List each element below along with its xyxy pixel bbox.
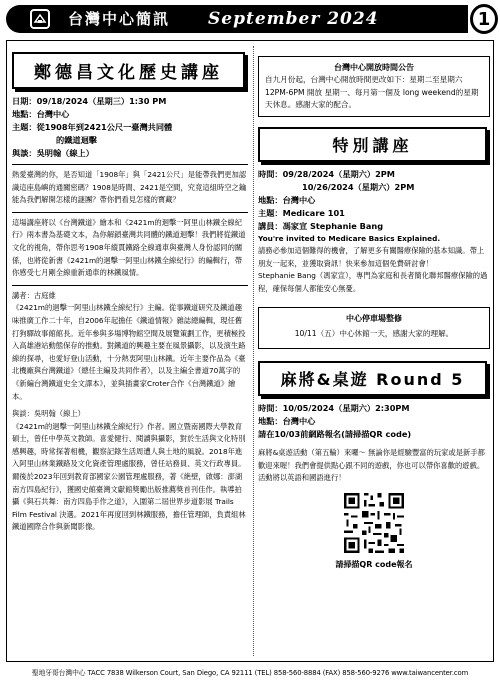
date-value: 09/18/2024（星期三）1:30 PM	[36, 96, 167, 106]
parking-title: 中心停車場整修	[346, 314, 402, 324]
lecture-title: 鄭德昌文化歷史講座	[12, 52, 245, 89]
open-hours-title: 台灣中心開放時間公告	[334, 63, 414, 72]
page-number: 1	[470, 4, 498, 34]
separator	[12, 285, 248, 286]
special-speaker	[258, 220, 490, 233]
topic-label: 主題：	[258, 207, 283, 218]
qr-code-icon[interactable]	[342, 491, 406, 555]
speaker-bio: 《2421m的迴擊一阿里山林鐵全線紀行》主編。從事鐵道研究及鐵道趣味推廣工作二十年，自2006年起擔任《鐵道情報》雜誌總編輯，現任舊打狗驛故事館館長。近年參與多場博物館空間及展覽策劃工作，更積極投入高雄港站動態保存的推動。對鐵道的興趣主要在風景攝影，以及演生路線的探尋，也愛好登山活動，十分熱衷阿里山林鐵。近年主要作品為《臺北機廠與台灣鐵道》（總任主編及共同作者），以及主編全書道70萬字的《新編台灣鐵道史全文譯本》，並與插畫家Croter合作《台灣鐵道》繪本。	[12, 303, 246, 401]
separator	[12, 212, 248, 213]
mahjong-title: 麻將&桌遊 Round 5	[258, 361, 487, 396]
lecture-info	[12, 95, 248, 160]
footer-address: 聖地牙哥台灣中心 TACC 7838 Wilkerson Court, San Diego, CA 92111 (TEL) 858-560-8884 (FAX) 858-560-9276 www.taiwancenter.com	[31, 669, 469, 677]
speaker-label: 講員：	[258, 220, 283, 231]
topic-label: 主題：	[12, 122, 37, 132]
special-time	[258, 168, 490, 181]
lecture-intro: 熱愛臺灣的你，是否知道「1908年」與「2421公尺」是能帶我們更加認識這座島嶼的通關密碼？1908是時間、2421是空間，究竟這組時空之鑰能為我們解開怎樣的謎團？帶你們看見怎樣的寶藏？	[12, 170, 247, 205]
lecture-speaker	[12, 147, 248, 160]
time-label: 時間：	[258, 402, 283, 413]
topic-value: Medicare 101	[282, 207, 345, 218]
time-value: 09/28/2024（星期六）2PM	[282, 168, 395, 179]
place-value: 台灣中心	[36, 109, 70, 119]
speaker-value: 馮家宣 Stephanie Bang	[282, 220, 384, 231]
column-divider	[253, 46, 254, 656]
mahjong-place	[258, 415, 490, 428]
speaker-heading: 講者：古庭維	[12, 290, 56, 300]
mahjong-register: 請在10/03前網路報名(請掃描QR code)	[258, 428, 412, 439]
lecture-topic	[12, 121, 248, 134]
special-time-2: 10/26/2024（星期六）2PM	[302, 181, 415, 192]
newsletter-month: September 2024	[208, 9, 379, 29]
speaker-label: 與談：	[12, 148, 37, 158]
mahjong-time	[258, 402, 490, 415]
separator	[12, 164, 248, 165]
speaker-value: 吳明翰（線上）	[36, 148, 94, 158]
date-label: 日期：	[12, 96, 37, 106]
mahjong-description: 麻將&桌遊活動（第五輪）來囉～ 無論你是經驗豐富的玩家或是新手都歡迎來喔！我們會提供點心跟不同的遊戲，你也可以帶你喜歡的遊戲。活動將以英語和國語進行！	[258, 447, 485, 483]
lecture-column	[12, 46, 248, 539]
header-bar	[6, 5, 468, 33]
lecture-place	[12, 108, 248, 121]
mahjong-info	[258, 402, 490, 441]
place-label: 地點：	[12, 109, 37, 119]
newsletter-title: 台灣中心簡訊	[68, 10, 171, 28]
special-description	[258, 233, 490, 296]
place-label: 地點：	[258, 415, 283, 426]
special-intro-zh: 請務必參加這個難得的機會，了解更多有關醫療保險的基本知識。帶上朋友一起來，並獲取資訊！快來參加這個免費研討會！	[258, 246, 485, 268]
newsletter-header	[0, 0, 500, 38]
open-hours-notice	[258, 56, 490, 117]
special-intro-en: You're invited to Medicare Basics Explained.	[258, 233, 441, 243]
time-label: 時間：	[258, 168, 283, 179]
guest-bio: 《2421m的迴擊一阿里山林鐵全線紀行》作者。國立暨南國際大學教育碩士，曾任中學英文教師。喜愛健行、閱讀與攝影，對於生活與文化特別感興趣，時常探著相機，觀察記錄生活周遭人與土地的風貌。2018年進入阿里山林業鐵路及文化資產管理處服務，曾任站務員、英文行政專員。爾後於2023年回到教育部國家公園管理處服務，著《絶壁，啟娜：澎湖南方四島紀行》，獲國史館臺灣文獻館獎勵出版推薦獎首刊佳作。執導拍攝《與石共舞：南方四島手作之道》，入圍第二屆世界步道影展 Trails Film Festival 決選。2021年再度回到林鐵服務，擔任管理師，負責組林鐵道國際合作與新聞影像。	[12, 421, 246, 532]
parking-text: 10/11（五）中心休館一天，感謝大家的理解。	[294, 329, 454, 339]
topic-value: 從1908年到2421公尺一臺灣共同體	[36, 122, 173, 132]
time-value: 10/05/2024（星期六）2:30PM	[282, 402, 410, 413]
open-hours-text: 自九月份起，台灣中心開放時間更改如下：星期二至星期六 12PM-6PM 開放 星期一、每月第一個及 long weekend的星期天休息。感謝大家的配合。	[265, 75, 479, 109]
place-value: 台灣中心	[282, 194, 316, 205]
events-column	[258, 46, 490, 570]
lecture-topic-cont: 的鐵道迴擊	[56, 135, 97, 145]
lecture-date	[12, 95, 248, 108]
guest-heading: 與談：吳明翰（線上）	[12, 409, 85, 419]
center-logo-icon	[30, 9, 50, 29]
special-title: 特別講座	[258, 127, 487, 162]
qr-caption: 請掃描QR code報名	[335, 559, 413, 569]
place-value: 台灣中心	[282, 415, 316, 426]
lecture-overview: 這場講座將以《台灣鐵道》繪本和《2421m的迴擊一阿里山林鐵全線紀行》兩本書為基礎文本，為你解鎖臺灣共同體的鐵道迴擊！我們將從鐵道文化的視角，帶你思考1908年縱貫鐵路全線通車與臺灣人身份認同的關係，也將從新書《2421m的迴擊一阿里山林鐵全線紀行》的編輯行，帶你感受七月剛全線重新通車的林鐵風情。	[12, 217, 246, 278]
parking-notice	[258, 307, 490, 349]
lecture-description	[12, 169, 248, 534]
special-bio: Stephanie Bang（馮家宣），專門為家庭和長者簡化聯邦醫療保險的過程，確保每個人都能安心無憂。	[258, 271, 488, 293]
special-info	[258, 168, 490, 233]
special-place	[258, 194, 490, 207]
special-topic	[258, 207, 490, 220]
place-label: 地點：	[258, 194, 283, 205]
